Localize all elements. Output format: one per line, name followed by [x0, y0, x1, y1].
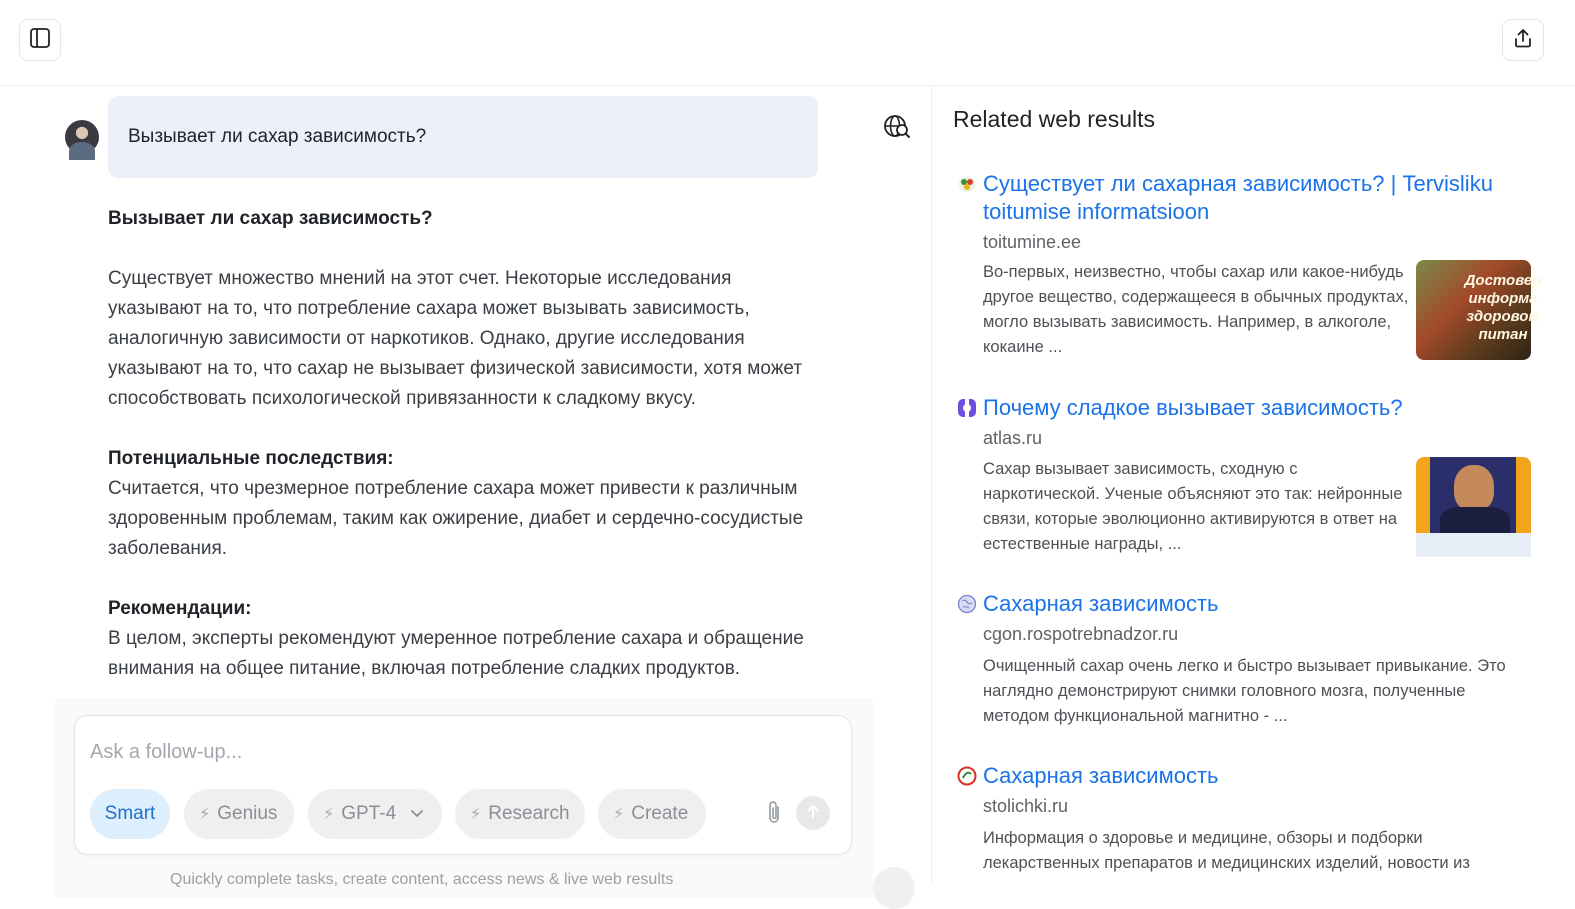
answer-heading: Вызывает ли сахар зависимость? [108, 208, 433, 229]
bolt-icon: ⚡︎ [613, 806, 625, 823]
bolt-icon: ⚡︎ [199, 806, 211, 823]
mode-smart-button[interactable] [90, 789, 170, 839]
user-avatar [65, 120, 99, 154]
bolt-icon: ⚡︎ [470, 806, 482, 823]
result-snippet: Информация о здоровье и медицине, обзоры и подборки лекарственных препаратов и медицинских изделий, новости из [983, 829, 1470, 872]
sidebar-toggle-icon [29, 27, 51, 54]
arrow-up-icon [805, 803, 821, 824]
paperclip-icon[interactable] [762, 798, 786, 828]
bolt-icon: ⚡︎ [323, 806, 335, 823]
chat-panel [0, 86, 932, 888]
user-message [108, 96, 818, 178]
mode-create-button[interactable] [598, 789, 706, 839]
result-thumbnail[interactable] [1416, 260, 1542, 360]
answer-section-heading: Рекомендации: [108, 598, 252, 619]
answer-section-text: Считается, что чрезмерное потребление сахара может привести к различным здоровенным проблемам, таким как ожирение, диабет и сердечно-сосудистые заболевания. [108, 478, 804, 559]
result-domain: atlas.ru [983, 428, 1043, 448]
toitumine-favicon-icon [957, 174, 977, 194]
globe-search-icon[interactable] [880, 110, 914, 144]
result-title-link[interactable]: Почему сладкое вызывает зависимость? [983, 395, 1403, 420]
answer-section-heading: Потенциальные последствия: [108, 448, 394, 469]
result-domain: cgon.rospotrebnadzor.ru [983, 624, 1179, 644]
mode-label: Research [488, 803, 570, 824]
result-snippet: Очищенный сахар очень легко и быстро вызывает привыкание. Это наглядно демонстрируют снимки головного мозга, полученные методом функциональной магнитно - ... [983, 657, 1506, 725]
mode-gpt4-dropdown[interactable] [308, 789, 442, 839]
mode-label: GPT-4 [341, 803, 397, 824]
atlas-favicon-icon [957, 398, 977, 418]
top-bar [0, 0, 1575, 86]
result-snippet: Во-первых, неизвестно, чтобы сахар или какое-нибудь другое вещество, содержащееся в обычных продуктах, могло вызывать зависимость. Например, в алкоголе, кокаине ... [983, 263, 1409, 356]
mode-genius-button[interactable] [184, 789, 294, 839]
share-button[interactable] [1502, 19, 1544, 61]
composer [74, 715, 852, 855]
result-thumbnail[interactable] [1416, 457, 1531, 557]
share-icon [1512, 27, 1534, 54]
stolichki-favicon-icon [957, 766, 977, 786]
thumbnail-caption: Достовер информа здоровом питан [1464, 272, 1542, 343]
composer-footnote: Quickly complete tasks, create content, access news & live web results [170, 871, 674, 888]
sidebar-toggle-button[interactable] [19, 19, 61, 61]
related-results-panel [933, 86, 1575, 885]
globe-favicon-icon [957, 594, 977, 614]
answer-section-text: В целом, эксперты рекомендуют умеренное потребление сахара и обращение внимания на общее питание, включая потребление сладких продуктов. [108, 628, 804, 679]
mode-label: Genius [217, 803, 278, 824]
answer-intro: Существует множество мнений на этот счет. Некоторые исследования указывают на то, что потребление сахара может вызывать зависимость, аналогичную зависимости от наркотиков. Однако, другие исследования указывают на то, что сахар не вызывает физической зависимости, хотя может способствовать психологической привязанности к сладкому вкусу. [108, 268, 803, 409]
result-domain: stolichki.ru [983, 796, 1069, 816]
result-domain: toitumine.ee [983, 232, 1082, 252]
result-title-link[interactable]: Существует ли сахарная зависимость? | Tervisliku toitumise informatsioon [983, 171, 1493, 224]
mode-label: Smart [104, 803, 156, 824]
follow-up-input[interactable] [90, 738, 730, 766]
chevron-down-icon [410, 807, 424, 822]
result-snippet: Сахар вызывает зависимость, сходную с наркотической. Ученые объясняют это так: нейронные связи, которые эволюционно активируются в ответ на естественные награды, ... [983, 460, 1403, 553]
mode-label: Create [631, 803, 689, 824]
result-title-link[interactable]: Сахарная зависимость [983, 763, 1219, 788]
user-message-text: Вызывает ли сахар зависимость? [128, 126, 427, 147]
mode-research-button[interactable] [455, 789, 585, 839]
scroll-down-button[interactable] [873, 867, 915, 909]
assistant-answer [108, 204, 808, 684]
related-results-title: Related web results [953, 106, 1155, 132]
result-title-link[interactable]: Сахарная зависимость [983, 591, 1219, 616]
send-button[interactable] [796, 796, 830, 830]
